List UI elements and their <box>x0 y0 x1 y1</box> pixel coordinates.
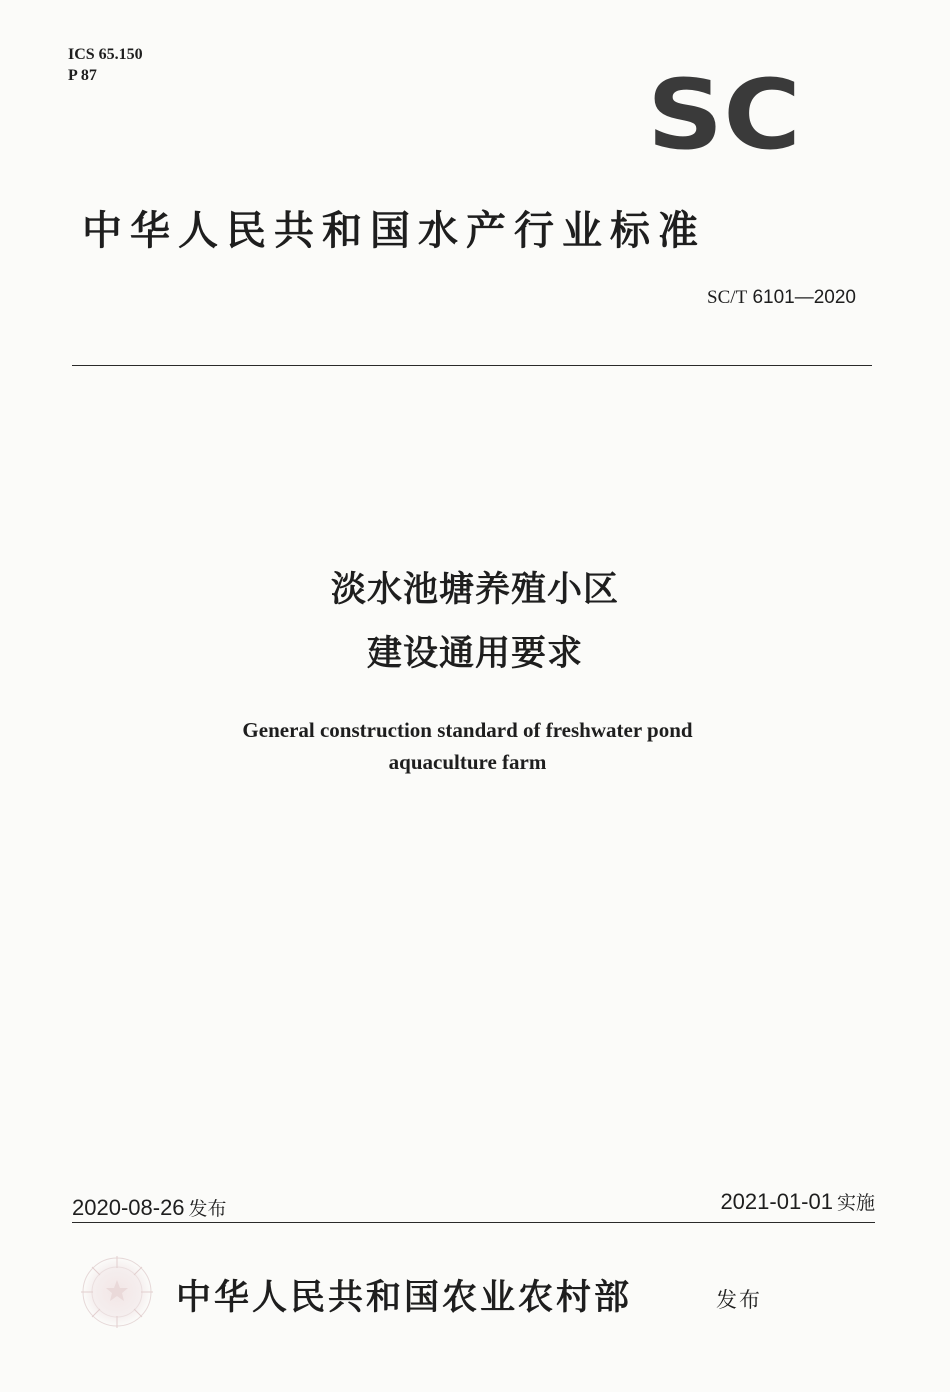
title-cn-line2: 建设通用要求 <box>366 634 583 674</box>
implement-label: 实施 <box>836 1192 875 1214</box>
ics-code: ICS 65.150 <box>68 46 143 63</box>
publish-label: 发布 <box>188 1198 227 1220</box>
issuing-authority: 中华人民共和国农业农村部 <box>176 1278 633 1318</box>
bottom-divider <box>72 1222 875 1223</box>
implement-date <box>720 1188 875 1215</box>
sc-logo <box>645 72 803 150</box>
title-en-line2: aquaculture farm <box>388 750 547 774</box>
standard-number <box>707 287 856 309</box>
sc-logo-text: SC <box>647 72 801 150</box>
classification-codes <box>68 44 143 86</box>
standard-type-title: 中华人民共和国水产行业标准 <box>82 208 706 254</box>
standard-code-prefix: SC/T <box>707 287 748 308</box>
ministry-seal-icon <box>78 1250 156 1332</box>
issue-label: 发布 <box>716 1288 762 1312</box>
publish-date <box>72 1194 227 1221</box>
top-divider <box>72 365 872 366</box>
implement-date-value: 2021-01-01 <box>720 1189 833 1214</box>
standard-code-number: 6101—2020 <box>752 287 856 308</box>
ccs-code: P 87 <box>68 67 97 84</box>
title-cn-line1: 淡水池塘养殖小区 <box>330 570 619 610</box>
publish-date-value: 2020-08-26 <box>72 1195 185 1220</box>
title-en-line1: General construction standard of freshwater pond <box>242 718 693 742</box>
